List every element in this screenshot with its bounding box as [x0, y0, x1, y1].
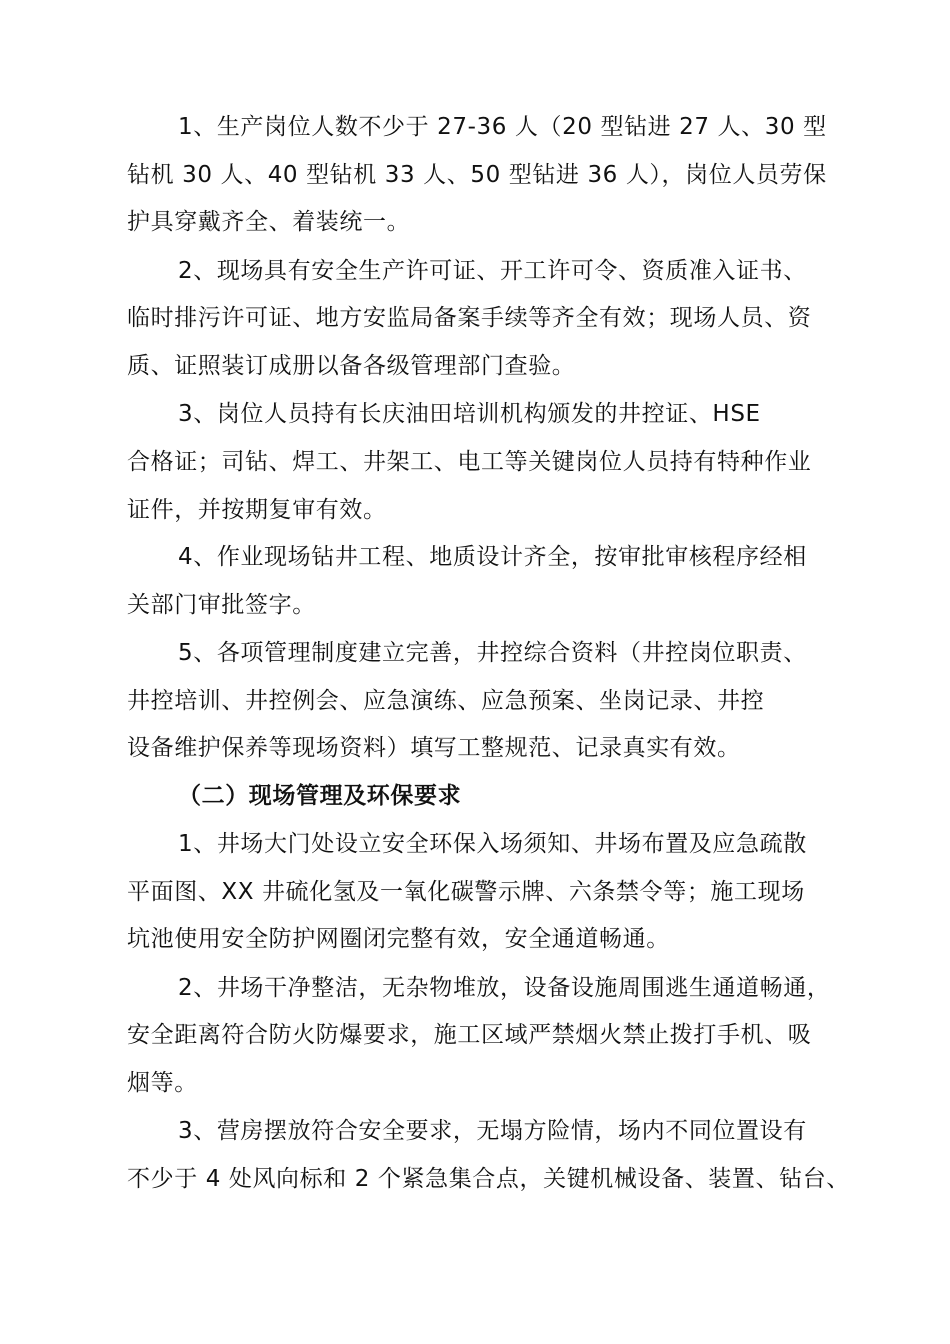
- para-4-line-2: 关部门审批签字。: [127, 592, 316, 618]
- para-6-line-1: 1、井场大门处设立安全环保入场须知、井场布置及应急疏散: [178, 831, 807, 857]
- para-3-line-3: 证件，并按期复审有效。: [127, 497, 387, 523]
- section-heading: （二）现场管理及环保要求: [178, 783, 462, 809]
- para-1-line-3: 护具穿戴齐全、着装统一。: [127, 209, 411, 235]
- para-7-line-1: 2、井场干净整洁，无杂物堆放，设备设施周围逃生通道畅通，: [178, 975, 831, 1001]
- para-8-line-2: 不少于 4 处风向标和 2 个紧急集合点，关键机械设备、装置、钻台、: [127, 1166, 850, 1192]
- para-6-line-2: 平面图、XX 井硫化氢及一氧化碳警示牌、六条禁令等；施工现场: [127, 879, 805, 905]
- para-7-line-2: 安全距离符合防火防爆要求，施工区域严禁烟火禁止拨打手机、吸: [127, 1022, 812, 1048]
- para-2-line-2: 临时排污许可证、地方安监局备案手续等齐全有效；现场人员、资: [127, 305, 812, 331]
- para-7-line-3: 烟等。: [127, 1070, 198, 1096]
- para-3-line-1: 3、岗位人员持有长庆油田培训机构颁发的井控证、HSE: [178, 401, 761, 427]
- para-4-line-1: 4、作业现场钻井工程、地质设计齐全，按审批审核程序经相: [178, 544, 807, 570]
- para-3-line-2: 合格证；司钻、焊工、井架工、电工等关键岗位人员持有特种作业: [127, 449, 812, 475]
- para-6-line-3: 坑池使用安全防护网圈闭完整有效，安全通道畅通。: [127, 926, 670, 952]
- para-2-line-3: 质、证照装订成册以备各级管理部门查验。: [127, 353, 576, 379]
- para-2-line-1: 2、现场具有安全生产许可证、开工许可令、资质准入证书、: [178, 258, 807, 284]
- para-5-line-1: 5、各项管理制度建立完善，井控综合资料（井控岗位职责、: [178, 640, 807, 666]
- para-1-line-2: 钻机 30 人、40 型钻机 33 人、50 型钻进 36 人），岗位人员劳保: [127, 162, 827, 188]
- para-5-line-2: 井控培训、井控例会、应急演练、应急预案、坐岗记录、井控: [127, 688, 765, 714]
- para-8-line-1: 3、营房摆放符合安全要求，无塌方险情，场内不同位置设有: [178, 1118, 807, 1144]
- para-1-line-1: 1、生产岗位人数不少于 27-36 人（20 型钻进 27 人、30 型: [178, 114, 827, 140]
- para-5-line-3: 设备维护保养等现场资料）填写工整规范、记录真实有效。: [127, 735, 741, 761]
